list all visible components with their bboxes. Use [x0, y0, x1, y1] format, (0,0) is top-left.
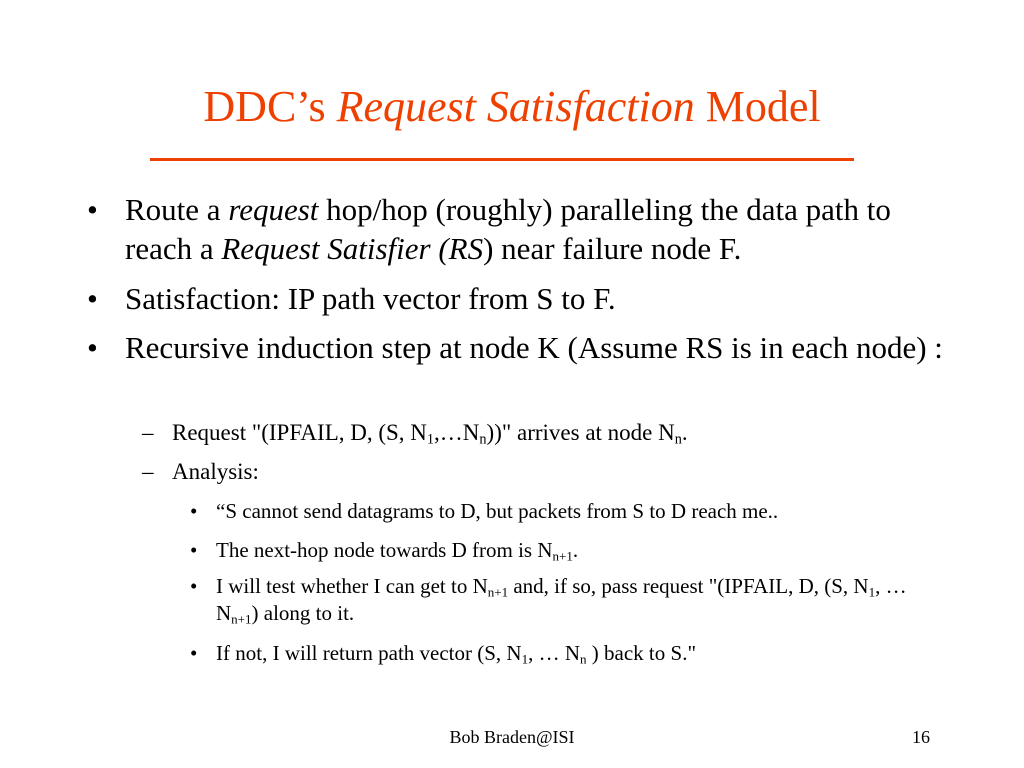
- slide-title: [0, 80, 1024, 134]
- sub-bullet-text: ))" arrives at node N: [486, 420, 675, 445]
- subscript: n: [580, 651, 587, 667]
- title-suffix: Model: [694, 82, 821, 131]
- bullet-marker: •: [190, 574, 198, 598]
- analysis-text: The next-hop node towards D from is N: [216, 538, 553, 562]
- bullet-text: hop/hop (roughly) paralleling the data path to reach a: [125, 192, 891, 266]
- bullet-marker: •: [87, 192, 98, 227]
- subscript: 1: [868, 584, 876, 600]
- subscript: n: [674, 431, 682, 448]
- analysis-item-return-path: [190, 640, 936, 667]
- dash-marker: –: [142, 420, 154, 445]
- sub-bullet-text: ,…N: [434, 420, 480, 445]
- bullet-recursive-induction: [87, 328, 945, 367]
- sub-bullet-text: .: [681, 420, 688, 445]
- subscript: n+1: [231, 611, 252, 627]
- analysis-text: I will test whether I can get to N: [216, 574, 488, 598]
- analysis-text: and, if so, pass request "(IPFAIL, D, (S, N: [508, 574, 869, 598]
- subscript: n+1: [487, 584, 509, 600]
- dash-marker: –: [142, 459, 154, 484]
- subscript: n+1: [552, 548, 573, 564]
- bullet-marker: •: [87, 281, 98, 316]
- analysis-text: “S cannot send datagrams to D, but packets from S to D reach me..: [216, 499, 779, 523]
- bullet-marker: •: [87, 330, 98, 365]
- analysis-text: .: [572, 538, 579, 562]
- analysis-text: If not, I will return path vector (S, N: [216, 641, 522, 665]
- bullet-marker: •: [190, 641, 198, 665]
- bullet-marker: •: [190, 499, 198, 523]
- subscript: n: [479, 431, 487, 448]
- bullet-route-request: [87, 190, 945, 268]
- footer-author: Bob Braden@ISI: [449, 727, 575, 747]
- analysis-text: , … N: [216, 574, 907, 625]
- sub-bullet-request-arrives: [142, 418, 932, 448]
- analysis-text: ) back to S.": [586, 641, 697, 665]
- bullet-text: ) near failure node F.: [483, 231, 742, 266]
- title-emphasis: Request Satisfaction: [336, 82, 695, 131]
- analysis-item-test-forward: [190, 573, 936, 627]
- bullet-emphasis: request: [228, 192, 319, 227]
- title-underline: [150, 158, 854, 161]
- page-number: 16: [912, 727, 930, 747]
- bullet-marker: •: [190, 538, 198, 562]
- bullet-satisfaction: [87, 279, 945, 318]
- analysis-text: , … N: [528, 641, 581, 665]
- title-prefix: DDC’s: [203, 82, 337, 131]
- subscript: 1: [426, 431, 435, 448]
- bullet-text: Satisfaction: IP path vector from S to F.: [125, 281, 616, 316]
- analysis-item-cannot-send: [190, 498, 936, 525]
- sub-bullet-text: Analysis:: [172, 459, 259, 484]
- sub-bullet-analysis: [142, 457, 932, 487]
- sub-bullet-text: Request "(IPFAIL, D, (S, N: [172, 420, 427, 445]
- analysis-item-next-hop: [190, 537, 936, 564]
- bullet-text: Recursive induction step at node K (Assume RS is in each node) :: [125, 330, 943, 365]
- analysis-text: ) along to it.: [251, 601, 355, 625]
- subscript: 1: [521, 651, 529, 667]
- bullet-text: Route a: [125, 192, 229, 227]
- bullet-emphasis: Request Satisfier (RS: [221, 231, 484, 266]
